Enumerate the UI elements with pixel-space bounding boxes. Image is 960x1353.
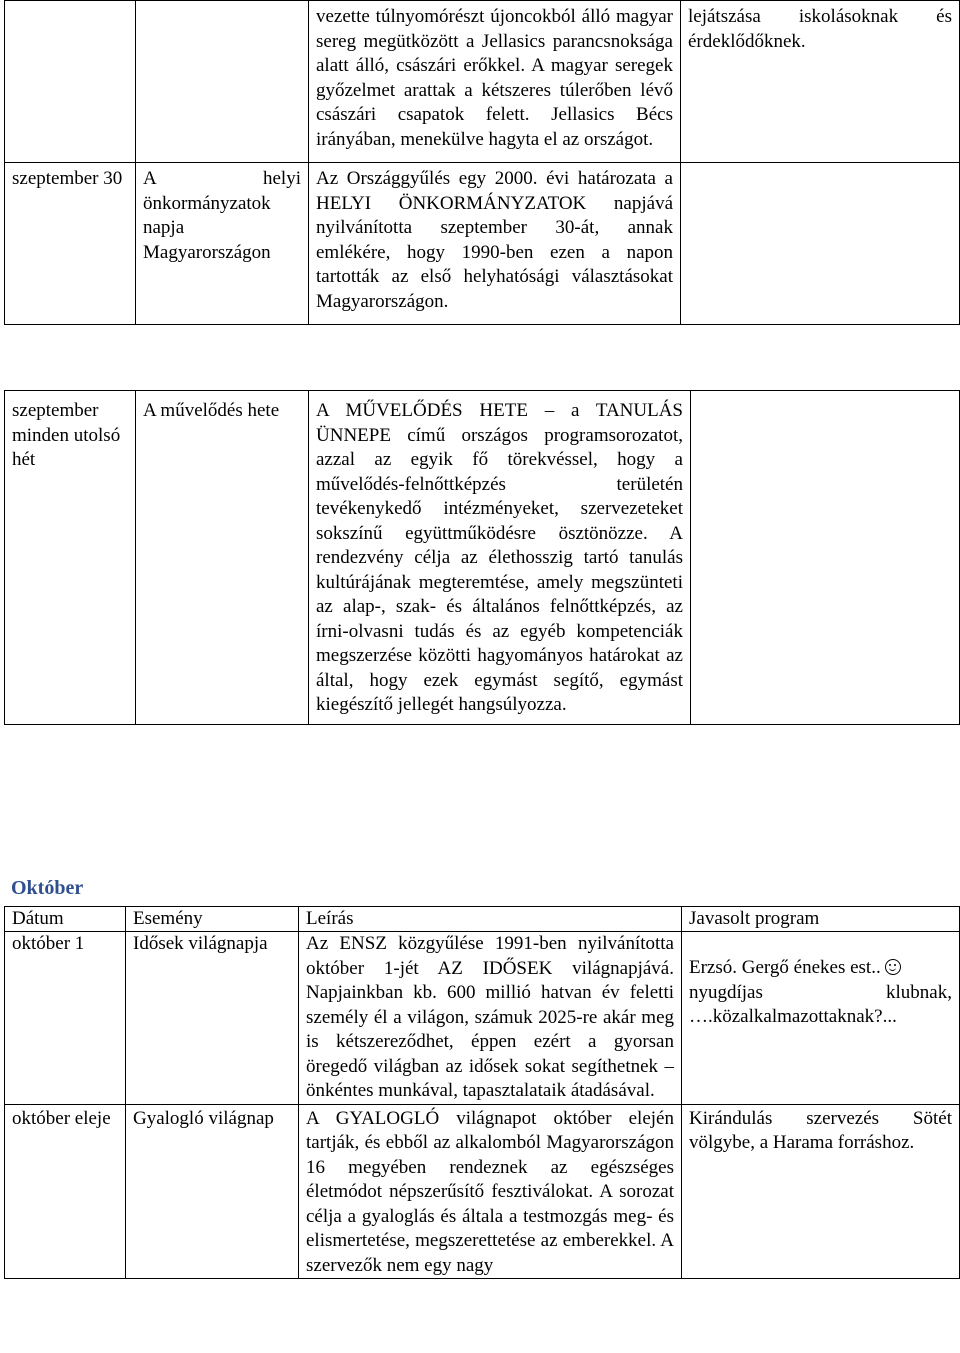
description-cell: Az Országgyűlés egy 2000. évi határozata a HELYI ÖNKORMÁNYZATOK napjává nyilvánította szeptember 30-át, annak emlékére, hogy 1990-ben ezen a napon tartották az első helyhatósági választásokat Magyarországon.: [309, 163, 681, 325]
october-table: [4, 906, 960, 1279]
description-cell: Az ENSZ közgyűlése 1991-ben nyilvánította október 1-jét AZ IDŐSEK világnapjává. Napjainkban kb. 600 millió hatvan év feletti személy él a világon, számuk 2025-re akár meg is kétszereződhet, éppen ezért a gyorsan öregedő világban az idősek sokat segíthetnek –önkéntes munkával, tapasztalataik átadásával.: [299, 932, 682, 1105]
description-cell: A GYALOGLÓ világnapot október elején tartják, és ebből az alkalomból Magyarországon 16 megyében rendeznek az egészséges életmódot népszerűsítő fesztiválokat. A sorozat célja a gyaloglás és általa a testmozgás meg- és elismertetése, megszerettetése az emberekkel. A szervezők nem egy nagy: [299, 1104, 682, 1279]
program-cell: [681, 163, 960, 325]
table-row: [5, 932, 960, 1105]
program-cell: [691, 391, 960, 725]
table-header-row: [5, 907, 960, 932]
date-cell: szeptember minden utolsó hét: [5, 391, 136, 725]
date-cell: október eleje: [5, 1104, 126, 1279]
date-cell: szeptember 30: [5, 163, 136, 325]
description-cell: vezette túlnyomórészt újoncokból álló magyar sereg megütközött a Jellasics parancsnoksága alatt álló, császári erőkkel. A magyar seregek győzelmet arattak a kétszeres túlerőben lévő császári csapatok felett. Jellasics Bécs irányában, menekülve hagyta el az országot.: [309, 1, 681, 163]
description-cell: A MŰVELŐDÉS HETE – a TANULÁS ÜNNEPE című országos programsorozatot, azzal az egyik fő törekvéssel, hogy a művelődés-felnőttképzés területén tevékenykedő intézményeket, szervezeteket sokszínű együttműködésre ösztönözze. A rendezvény célja az élethosszig tartó tanulás kultúrájának megteremtése, amely megszünteti az alap-, szak- és általános felnőttképzés, az írni-olvasni tudás és az egyéb kompetenciák megszerzése közötti hagyományos határokat az által, hogy ezek egymást segítő, egymást kiegészítő jellegét hangsúlyozza.: [309, 391, 691, 725]
date-cell: október 1: [5, 932, 126, 1105]
program-text: Erzsó. Gergő énekes est..: [689, 957, 881, 978]
program-text-2: nyugdíjas klubnak, ….közalkalmazottaknak?...: [689, 981, 952, 1027]
table-row: [5, 391, 960, 725]
event-cell: A művelődés hete: [136, 391, 309, 725]
table-row: [5, 1, 960, 163]
september-table-part-1: [4, 0, 960, 325]
program-cell: lejátszása iskolásoknak és érdeklődőknek.: [681, 1, 960, 163]
event-cell: A helyi önkormányzatok napja Magyarországon: [136, 163, 309, 325]
program-cell: Kirándulás szervezés Sötét völgybe, a Harama forráshoz.: [682, 1104, 960, 1279]
event-cell: Gyalogló világnap: [126, 1104, 299, 1279]
header-event: Esemény: [126, 907, 299, 932]
table-row: [5, 1104, 960, 1279]
section-title-october: Október: [11, 877, 84, 899]
event-cell: [136, 1, 309, 163]
header-description: Leírás: [299, 907, 682, 932]
header-date: Dátum: [5, 907, 126, 932]
event-cell: Idősek világnapja: [126, 932, 299, 1105]
september-table-part-2: [4, 390, 960, 725]
header-program: Javasolt program: [682, 907, 960, 932]
smiley-icon: [885, 959, 901, 975]
program-cell: [682, 932, 960, 1105]
date-cell: [5, 1, 136, 163]
table-row: [5, 163, 960, 325]
